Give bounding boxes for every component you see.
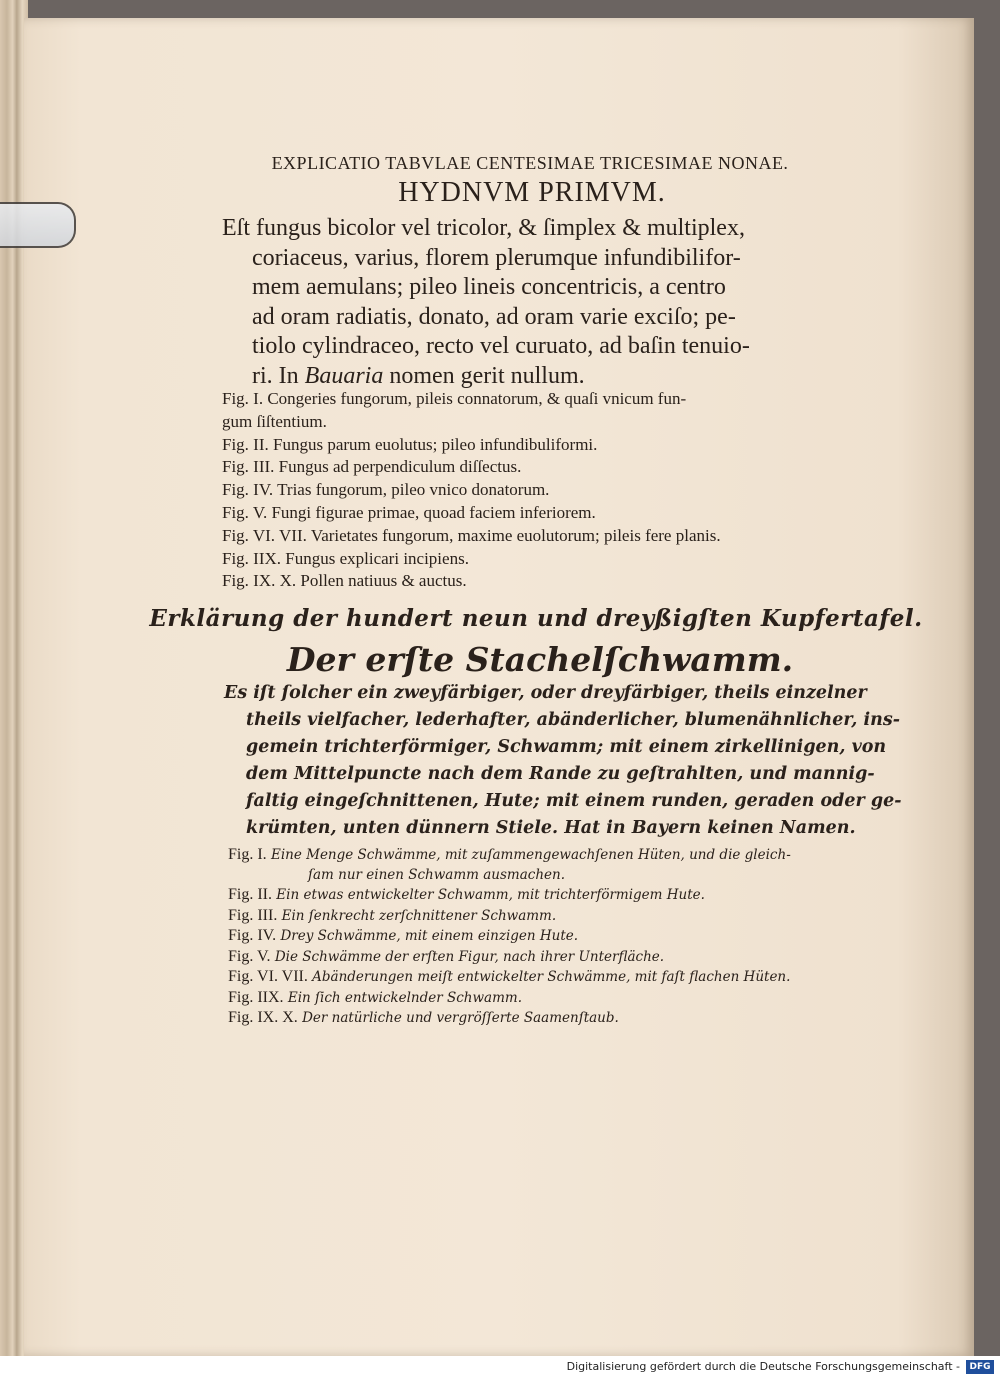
figure-text: Die Schwämme der erſten Figur, nach ihrer Unterfläche.: [274, 948, 665, 965]
figure-text: Ein etwas entwickelter Schwamm, mit trichterförmigem Hute.: [276, 887, 705, 903]
german-species-title: Der erſte Stachelſchwamm.: [286, 640, 794, 679]
latin-description-line: mem aemulans; pileo lineis concentricis, a centro: [252, 274, 726, 300]
german-figure-item: [228, 967, 868, 988]
german-description-line: theils vielfacher, lederhafter, abänderlicher, blumenähnlicher, ins-: [246, 710, 900, 730]
latin-figure-item: [222, 479, 862, 502]
latin-last-line-end: nomen gerit nullum.: [383, 362, 585, 389]
figure-label: Fig. IIX.: [228, 988, 284, 1006]
latin-figure-list: [222, 388, 862, 593]
latin-figure-item: [222, 570, 862, 593]
figure-text: Ein ſich entwickelnder Schwamm.: [287, 989, 522, 1006]
german-figure-item: [228, 926, 868, 947]
latin-figure-item: [222, 388, 862, 411]
figure-label: Fig. III.: [228, 906, 278, 924]
figure-text: Fungus explicari incipiens.: [285, 548, 469, 568]
figure-label: Fig. I.: [228, 846, 267, 863]
latin-figure-item-cont: gum ſiſtentium.: [222, 411, 327, 431]
footer-bar: [0, 1356, 1000, 1379]
latin-species-title: HYDNVM PRIMVM.: [398, 177, 666, 208]
german-description-line: krümten, unten dünnern Stiele. Hat in Bayern keinen Namen.: [246, 818, 856, 838]
figure-text: Eine Menge Schwämme, mit zuſammengewachſenen Hüten, und die gleich-: [270, 847, 791, 863]
latin-figure-item: [222, 434, 862, 457]
german-figure-item: [228, 988, 868, 1009]
figure-text: Der natürliche und vergröſſerte Saamenſtaub.: [302, 1010, 619, 1026]
figure-text: Ein ſenkrecht zerſchnittener Schwamm.: [281, 907, 557, 924]
german-plate-title: Erklärung der hundert neun und dreyßigſten Kupfertafel.: [149, 605, 923, 632]
figure-label: Fig. IV.: [222, 480, 274, 500]
german-description-line: faltig eingeſchnittenen, Hute; mit einem runden, geraden oder ge-: [246, 791, 902, 811]
figure-label: Fig. I.: [222, 389, 264, 408]
latin-description-line: coriaceus, varius, florem plerumque infundibilifor-: [252, 244, 741, 271]
latin-description-line: ad oram radiatis, donato, ad oram varie exciſo; pe-: [252, 303, 736, 330]
german-figure-item: [228, 845, 868, 866]
figure-text: Fungus ad perpendiculum diſſectus.: [278, 457, 522, 477]
figure-label: Fig. IX. X.: [222, 571, 297, 591]
german-figure-item: [228, 906, 868, 927]
latin-description: [222, 214, 862, 391]
figure-label: Fig. VI. VII.: [222, 525, 307, 545]
latin-figure-item: [222, 502, 862, 525]
latin-description-last-line: [222, 362, 862, 392]
figure-text: Pollen natiuus & auctus.: [300, 571, 467, 591]
figure-text: Abänderungen meiſt entwickelter Schwämme, mit faſt flachen Hüten.: [312, 969, 791, 985]
german-figure-item: [228, 947, 868, 968]
german-figure-list: [228, 845, 868, 1029]
figure-label: Fig. II.: [222, 434, 269, 454]
figure-text: Drey Schwämme, mit einem einzigen Hute.: [280, 928, 579, 944]
german-description-line: dem Mittelpuncte nach dem Rande zu geſtrahlten, und mannig-: [246, 764, 875, 784]
latin-description-line: Eſt fungus bicolor vel tricolor, & ſimplex & multiplex,: [222, 215, 745, 241]
german-description: [224, 680, 902, 842]
german-figure-item-cont: ſam nur einen Schwamm ausmachen.: [308, 866, 566, 883]
figure-text: Fungus parum euolutus; pileo infundibuliformi.: [273, 434, 598, 454]
figure-label: Fig. IV.: [228, 927, 277, 944]
latin-plate-title: EXPLICATIO TABVLAE CENTESIMAE TRICESIMAE NONAE.: [271, 153, 789, 173]
latin-figure-item: [222, 456, 862, 479]
latin-last-line-start: ri. In: [252, 362, 305, 389]
figure-label: Fig. V.: [222, 502, 268, 522]
german-description-line: gemein trichterförmiger, Schwamm; mit einem zirkellinigen, von: [246, 737, 887, 757]
figure-text: Trias fungorum, pileo vnico donatorum.: [277, 480, 550, 500]
figure-label: Fig. IIX.: [222, 548, 282, 568]
german-description-line: Es iſt ſolcher ein zweyfärbiger, oder dreyfärbiger, theils einzelner: [224, 683, 867, 703]
latin-place-name: Bauaria: [304, 362, 384, 389]
german-figure-item: [228, 885, 868, 906]
figure-label: Fig. VI. VII.: [228, 968, 308, 985]
figure-text: Varietates fungorum, maxime euolutorum; pileis fere planis.: [310, 525, 721, 545]
latin-figure-item: [222, 525, 862, 548]
dfg-logo: DFG: [966, 1360, 994, 1374]
figure-text: Congeries fungorum, pileis connatorum, & quaſi vnicum fun-: [267, 389, 687, 408]
figure-text: Fungi figurae primae, quoad faciem inferiorem.: [271, 502, 596, 522]
figure-label: Fig. V.: [228, 947, 271, 965]
figure-label: Fig. IX. X.: [228, 1009, 298, 1026]
german-figure-item: [228, 1008, 868, 1029]
figure-label: Fig. II.: [228, 886, 272, 903]
latin-description-line: tiolo cylindraceo, recto vel curuato, ad baſin tenuio-: [252, 333, 750, 359]
latin-figure-item: [222, 548, 862, 571]
figure-label: Fig. III.: [222, 457, 275, 477]
funding-credit: Digitalisierung gefördert durch die Deutsche Forschungsgemeinschaft -: [566, 1360, 960, 1373]
